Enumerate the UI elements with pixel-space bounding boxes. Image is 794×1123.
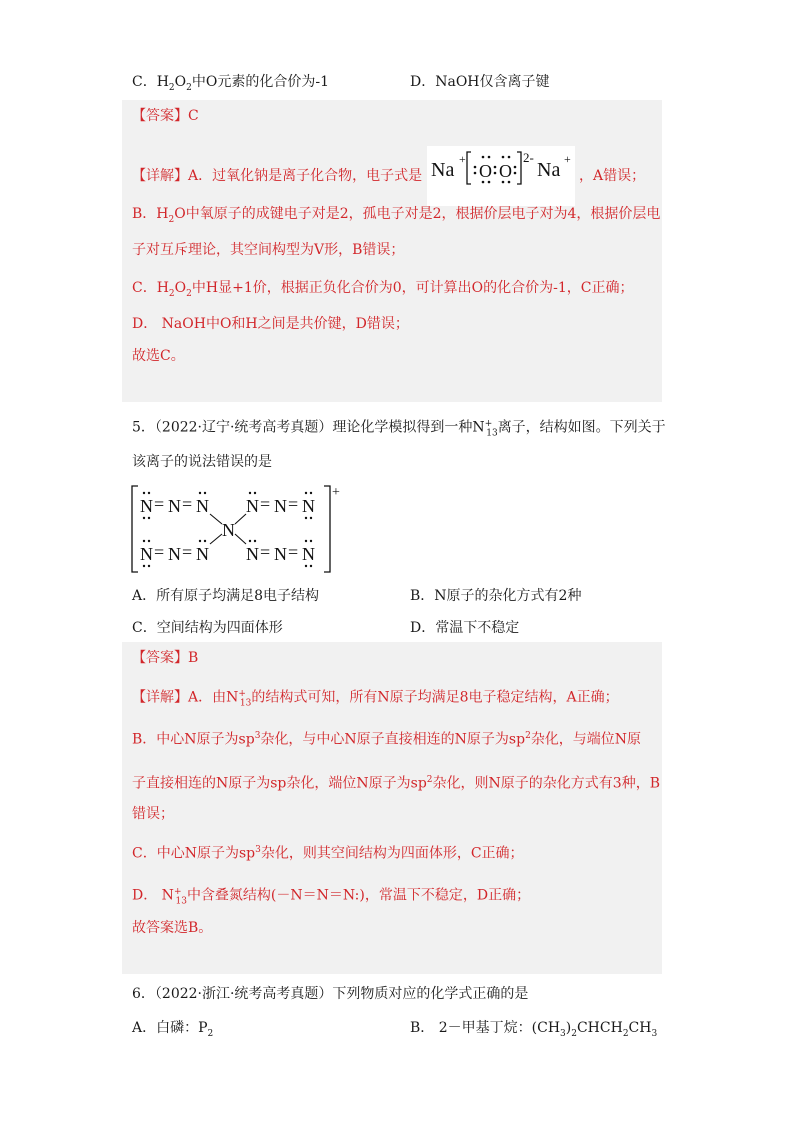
q6-option-a: A．白磷：$P_2$ [132,1020,214,1039]
sodium-peroxide-lewis-structure [427,146,575,206]
svg-text:N: N [222,520,235,540]
svg-text:N: N [246,544,259,564]
svg-text:=: = [154,542,165,562]
q5-conclusion: 故答案选B。 [132,920,213,936]
q6-option-b: B． 2－甲基丁烷：$(CH_3)_2CHCH_2CH_3$ [410,1020,658,1039]
q5-stem-line1: 5．（2022·辽宁·统考高考真题）理论化学模拟得到一种$N^+_{13}$离子，结构如图。下列关于 [132,419,666,439]
q4-detail-b2: 子对互斥理论，其空间构型为V形，B错误； [132,242,405,258]
svg-text:=: = [260,494,271,514]
svg-text:=: = [260,542,271,562]
svg-text:N: N [302,544,315,564]
q4-detail-b1: B．$H_2O$中氧原子的成键电子对是2，孤电子对是2，根据价层电子对为4，根据价层电 [132,206,661,225]
svg-text:2-: 2- [522,150,534,165]
svg-text:N: N [274,496,287,516]
svg-text:+: + [332,485,340,500]
svg-text:=: = [182,494,193,514]
q5-option-d: D．常温下不稳定 [410,620,520,636]
svg-text:=: = [288,542,299,562]
q4-detail-a: 【详解】A．过氧化钠是离子化合物，电子式是 Na + O O 2- Na + ，A错误； [132,146,645,206]
svg-text:N: N [302,496,315,516]
svg-text:Na: Na [430,159,454,181]
svg-text:Na: Na [536,159,560,181]
svg-text:N: N [246,496,259,516]
q4-detail-d: D． NaOH中O和H之间是共价键，D错误； [132,316,409,332]
svg-text:=: = [182,542,193,562]
q5-detail-b2: 子直接相连的N原子为sp杂化，端位N原子为$sp^2$杂化，则N原子的杂化方式有3种，B [132,775,660,792]
q4-answer-box [122,100,662,402]
svg-text:=: = [288,494,299,514]
n13-ion-structure-diagram [128,480,358,580]
svg-text:+: + [563,152,571,166]
q5-detail-a: 【详解】A．由$N^+_{13}$的结构式可知，所有N原子均满足8电子稳定结构，A正确； [132,689,619,709]
svg-text:+: + [458,152,466,166]
svg-text:N: N [140,544,153,564]
svg-text:N: N [274,544,287,564]
svg-text:O: O [478,161,492,181]
q5-detail-d: D． $N^+_{13}$中含叠氮结构(－N＝N＝N:)，常温下不稳定，D正确； [132,887,531,907]
q4-answer: 【答案】C [132,108,199,124]
q4-detail-c: C．$H_2O_2$中H显+1价，根据正负化合价为0，可计算出O的化合价为-1，C正确； [132,280,634,299]
svg-text:N: N [196,544,209,564]
q5-answer: 【答案】B [132,650,199,666]
svg-text:N: N [168,496,181,516]
q4-conclusion: 故选C。 [132,348,185,364]
svg-text:=: = [154,494,165,514]
q4-option-d: D．NaOH仅含离子键 [410,74,550,90]
q4-option-c: C．$H_2O_2$中O元素的化合价为-1 [132,74,329,93]
q5-detail-c: C．中心N原子为$sp^3$杂化，则其空间结构为四面体形，C正确； [132,845,524,862]
q5-detail-b3: 错误； [132,806,174,822]
q5-answer-box [122,642,662,974]
q5-option-a: A．所有原子均满足8电子结构 [132,588,320,604]
svg-text:N: N [140,496,153,516]
svg-text:N: N [196,496,209,516]
q6-stem: 6．（2022·浙江·统考高考真题）下列物质对应的化学式正确的是 [132,986,529,1002]
q5-stem-line2: 该离子的说法错误的是 [132,454,272,470]
q5-option-c: C．空间结构为四面体形 [132,620,283,636]
svg-text:O: O [498,161,512,181]
svg-text:N: N [168,544,181,564]
q5-option-b: B．N原子的杂化方式有2种 [410,588,582,604]
q5-detail-b1: B．中心N原子为$sp^3$杂化，与中心N原子直接相连的N原子为$sp^2$杂化，与端位N原 [132,731,642,748]
